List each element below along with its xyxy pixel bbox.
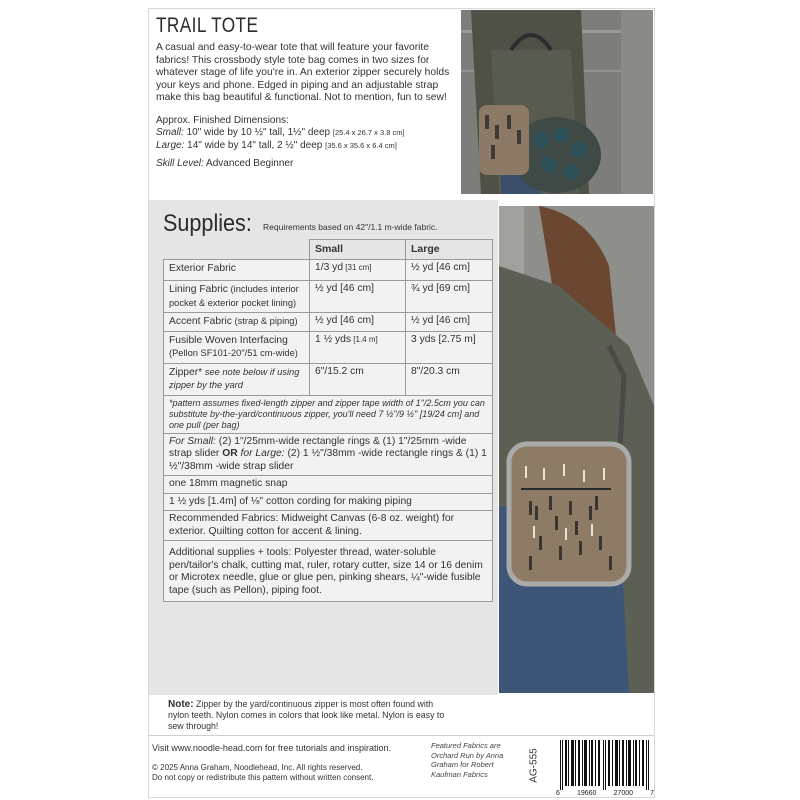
table-row: Lining Fabric (includes interior pocket & exterior pocket lining) ½ yd [46 cm] ¾ yd [69 cm] bbox=[164, 281, 493, 313]
table-row: Accent Fabric (strap & piping) ½ yd [46 cm] ½ yd [46 cm] bbox=[164, 313, 493, 332]
snap-row: one 18mm magnetic snap bbox=[164, 476, 493, 494]
sku-label: AG-555 bbox=[528, 748, 540, 783]
header-large: Large bbox=[406, 240, 493, 260]
photo-two-totes-illustration bbox=[461, 10, 653, 194]
header-blank bbox=[164, 240, 310, 260]
header-small: Small bbox=[310, 240, 406, 260]
copyright-block bbox=[152, 763, 373, 783]
website-line: Visit www.noodle-head.com for free tutorials and inspiration. bbox=[152, 743, 391, 753]
recommended-row: Recommended Fabrics: Midweight Canvas (6-8 oz. weight) for exterior. Quilting cotton for accent & lining. bbox=[164, 511, 493, 541]
zipper-note-row: *pattern assumes fixed-length zipper and zipper tape width of 1"/2.5cm you can substitute by-the-yard/continuous zipper, you'll need 7 ½"/9 ½" [19/24 cm] and one pull (per bag) bbox=[164, 395, 493, 433]
intro-block bbox=[156, 14, 456, 169]
supplies-title: Supplies: bbox=[163, 210, 252, 237]
additional-row: Additional supplies + tools: Polyester thread, water-soluble pen/tailor's chalk, cutting mat, ruler, rotary cutter, size 14 or 16 denim or Microtex needle, glue or glue pen, pinking shears, ¼"-wide fusible tape (such as Pellon), piping foot. bbox=[164, 541, 493, 602]
table-header-row bbox=[164, 240, 493, 260]
zipper-note: Note: Zipper by the yard/continuous zipper is most often found with nylon teeth. Nylon comes in colors that look like metal. Nylon is easy to sew through! bbox=[168, 699, 445, 731]
dimensions-heading: Approx. Finished Dimensions: bbox=[156, 114, 289, 126]
copyright-text: © 2025 Anna Graham, Noodlehead, Inc. All rights reserved. bbox=[152, 763, 363, 772]
barcode-bars bbox=[558, 740, 652, 790]
barcode-number: 6 19660 27000 7 bbox=[556, 790, 654, 797]
intro-text: A casual and easy-to-wear tote that will feature your favorite fabrics! This crossbody style tote bag comes in two sizes for whatever stage of life you're in. An exterior zipper securely holds your keys and phone. Edged in piping and an adjustable strap make this bag beautiful & functional. Not to mention, fun to sew! bbox=[156, 42, 450, 104]
pattern-title: TRAIL TOTE bbox=[156, 14, 259, 37]
supplies-table bbox=[163, 239, 493, 602]
dimensions bbox=[156, 115, 456, 152]
dimensions-large: Large: 14" wide by 14" tall, 2 ½" deep [35.6 x 35.6 x 6.4 cm] bbox=[156, 139, 397, 151]
skill-level: Skill Level: Advanced Beginner bbox=[156, 158, 294, 170]
photo-two-totes bbox=[461, 10, 653, 194]
table-row: Zipper* see note below if using zipper by the yard 6"/15.2 cm 8"/20.3 cm bbox=[164, 363, 493, 395]
cording-row: 1 ½ yds [1.4m] of ⅛" cotton cording for making piping bbox=[164, 493, 493, 511]
supplies-requirement-note: Requirements based on 42"/1.1 m-wide fabric. bbox=[263, 222, 438, 232]
footer-divider bbox=[149, 735, 654, 736]
dimensions-small: Small: 10" wide by 10 ½" tall, 1½" deep [25.4 x 26.7 x 3.8 cm] bbox=[156, 127, 405, 139]
table-row: Fusible Woven Interfacing (Pellon SF101-20"/51 cm-wide) 1 ½ yds [1.4 m] 3 yds [2.75 m] bbox=[164, 331, 493, 363]
photo-crossbody-illustration bbox=[499, 206, 654, 693]
table-row: Exterior Fabric 1/3 yd [31 cm] ½ yd [46 cm] bbox=[164, 260, 493, 281]
barcode bbox=[558, 740, 652, 792]
photo-crossbody-tote bbox=[499, 206, 654, 693]
featured-fabrics: Featured Fabrics are Orchard Run by Anna Graham for Robert Kaufman Fabrics bbox=[431, 741, 504, 779]
restriction-text: Do not copy or redistribute this pattern without written consent. bbox=[152, 773, 374, 782]
rings-row: For Small: (2) 1"/25mm-wide rectangle rings & (1) 1"/25mm -wide strap slider OR for Large: (2) 1 ½"/38mm -wide rectangle rings & (1) 1 ½"/38mm -wide strap slider bbox=[164, 433, 493, 476]
